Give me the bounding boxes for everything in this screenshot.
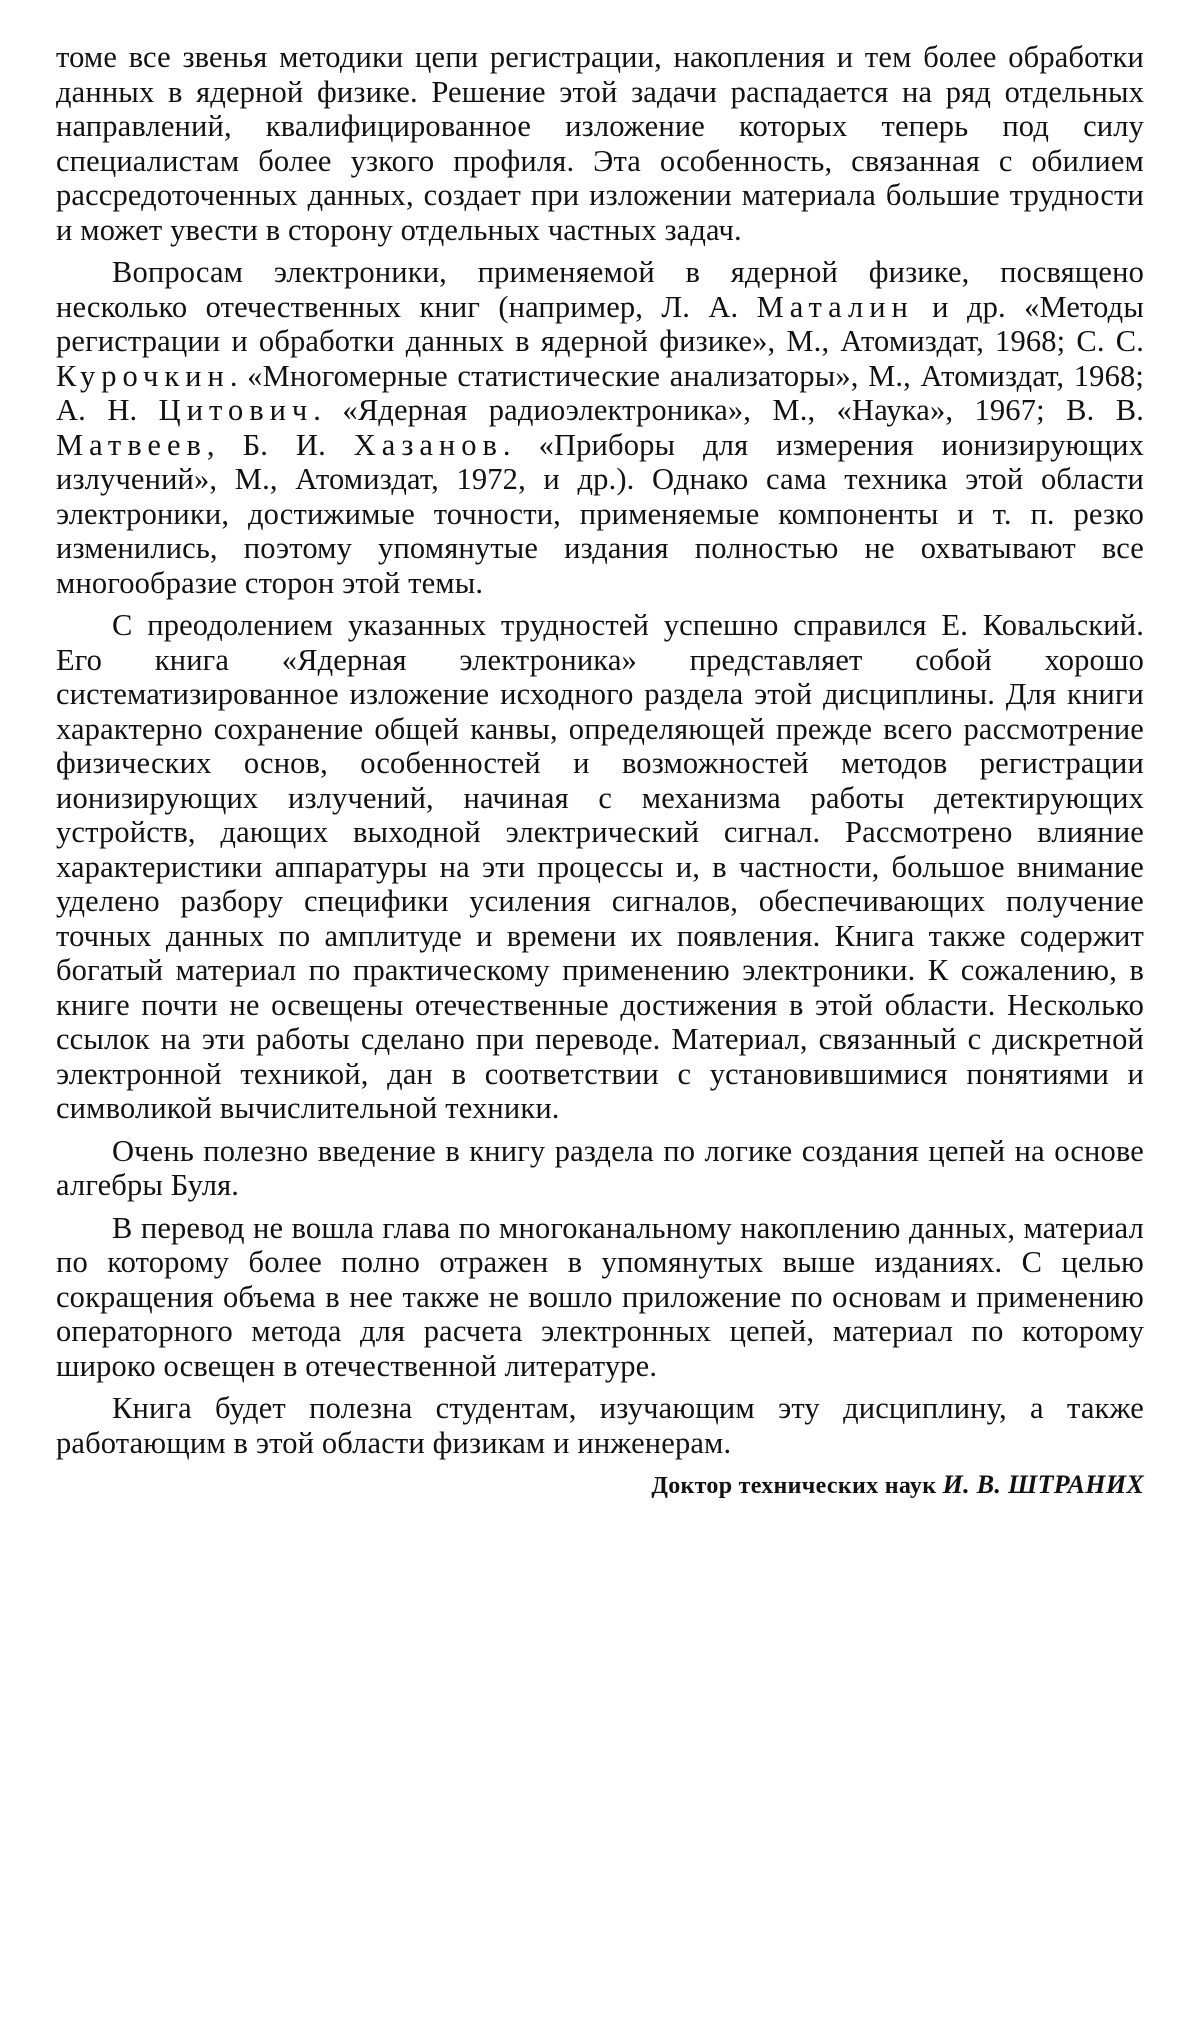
- paragraph-4: [56, 1134, 1144, 1203]
- paragraph-2-text-e: , Б. И.: [206, 427, 354, 462]
- paragraph-5-text: В перевод не вошла глава по многоканальному накоплению данных, материал по которому более полно отражен в упомянутых выше изданиях. С целью сокращения объема в нее также не вошло приложение по основам и применению операторного метода для расчета электронных цепей, материал по которому широко освещен в отечественной литературе.: [56, 1210, 1144, 1383]
- paragraph-4-text: Очень полезно введение в книгу раздела по логике создания цепей на основе алгебры Буля.: [56, 1133, 1144, 1202]
- paragraph-6-text: Книга будет полезна студентам, изучающим эту дисциплину, а также работающим в этой области физикам и инженерам.: [56, 1391, 1144, 1460]
- paragraph-1: [56, 40, 1144, 247]
- paragraph-1-text: томе все звенья методики цепи регистрации, накопления и тем более обработки данных в ядерной физике. Решение этой задачи распадается на ряд отдельных направлений, квалифицированное изложение которых теперь под силу специалистам более узкого профиля. Эта особенность, связанная с обилием рассредоточенных данных, создает при изложении материала большие трудности и может увести в сторону отдельных частных задач.: [56, 40, 1144, 247]
- paragraph-6: [56, 1391, 1144, 1460]
- author-khazanov: Хазанов: [353, 427, 503, 462]
- paragraph-5: [56, 1211, 1144, 1384]
- author-kurochkin: Курочкин: [56, 358, 230, 393]
- signature-title: Доктор технических наук: [651, 1473, 937, 1499]
- paragraph-3-text: С преодолением указанных трудностей успешно справился Е. Ковальский. Его книга «Ядерная электроника» представляет собой хорошо систематизированное изложение исходного раздела этой дисциплины. Для книги характерно сохранение общей канвы, определяющей прежде всего рассмотрение физических основ, особенностей и возможностей методов регистрации ионизирующих излучений, начиная с механизма работы детектирующих устройств, дающих выходной электрический сигнал. Рассмотрено влияние характеристики аппаратуры на эти процессы и, в частности, большое внимание уделено разбору специфики усиления сигналов, обеспечивающих получение точных данных по амплитуде и времени их появления. Книга также содержит богатый материал по практическому применению электроники. К сожалению, в книге почти не освещены отечественные достижения в этой области. Несколько ссылок на эти работы сделано при переводе. Материал, связанный с дискретной электронной техникой, дан в соответствии с установившимися понятиями и символикой вычислительной техники.: [56, 608, 1144, 1125]
- author-matveev: Матвеев: [56, 427, 207, 462]
- paragraph-2-text-f: . «Приборы для измерения ионизирующих излучений», М., Атомиздат, 1972, и др.). Однако сама техника этой области электроники, достижимые точности, применяемые компоненты и т. п. резко изменились, поэтому упомянутые издания полностью не охватывают все многообразие сторон этой темы.: [56, 427, 1144, 600]
- signature-name: И. В. ШТРАНИХ: [942, 1470, 1144, 1499]
- author-matalin: Маталин: [756, 289, 914, 324]
- paragraph-2-text-a: Вопросам электроники, применяемой в ядерной физике, посвящено несколько отечественных книг (например, Л. А.: [56, 255, 1144, 324]
- author-tsitovich: Цитович: [158, 393, 314, 427]
- paragraph-2-text-c: . «Многомерные статистические анализаторы», М., Атомиздат, 1968; А. Н.: [56, 358, 1144, 427]
- paragraph-2-text-d: . «Ядерная радиоэлектроника», М., «Наука», 1967; В. В.: [313, 393, 1145, 427]
- paragraph-3: [56, 608, 1144, 1126]
- document-page: [56, 40, 1144, 1504]
- paragraph-2-text-b: и др. «Методы регистрации и обработки данных в ядерной физике», М., Атомиздат, 1968; С. С.: [56, 289, 1144, 358]
- signature: [56, 1468, 1144, 1504]
- paragraph-2: [56, 255, 1144, 600]
